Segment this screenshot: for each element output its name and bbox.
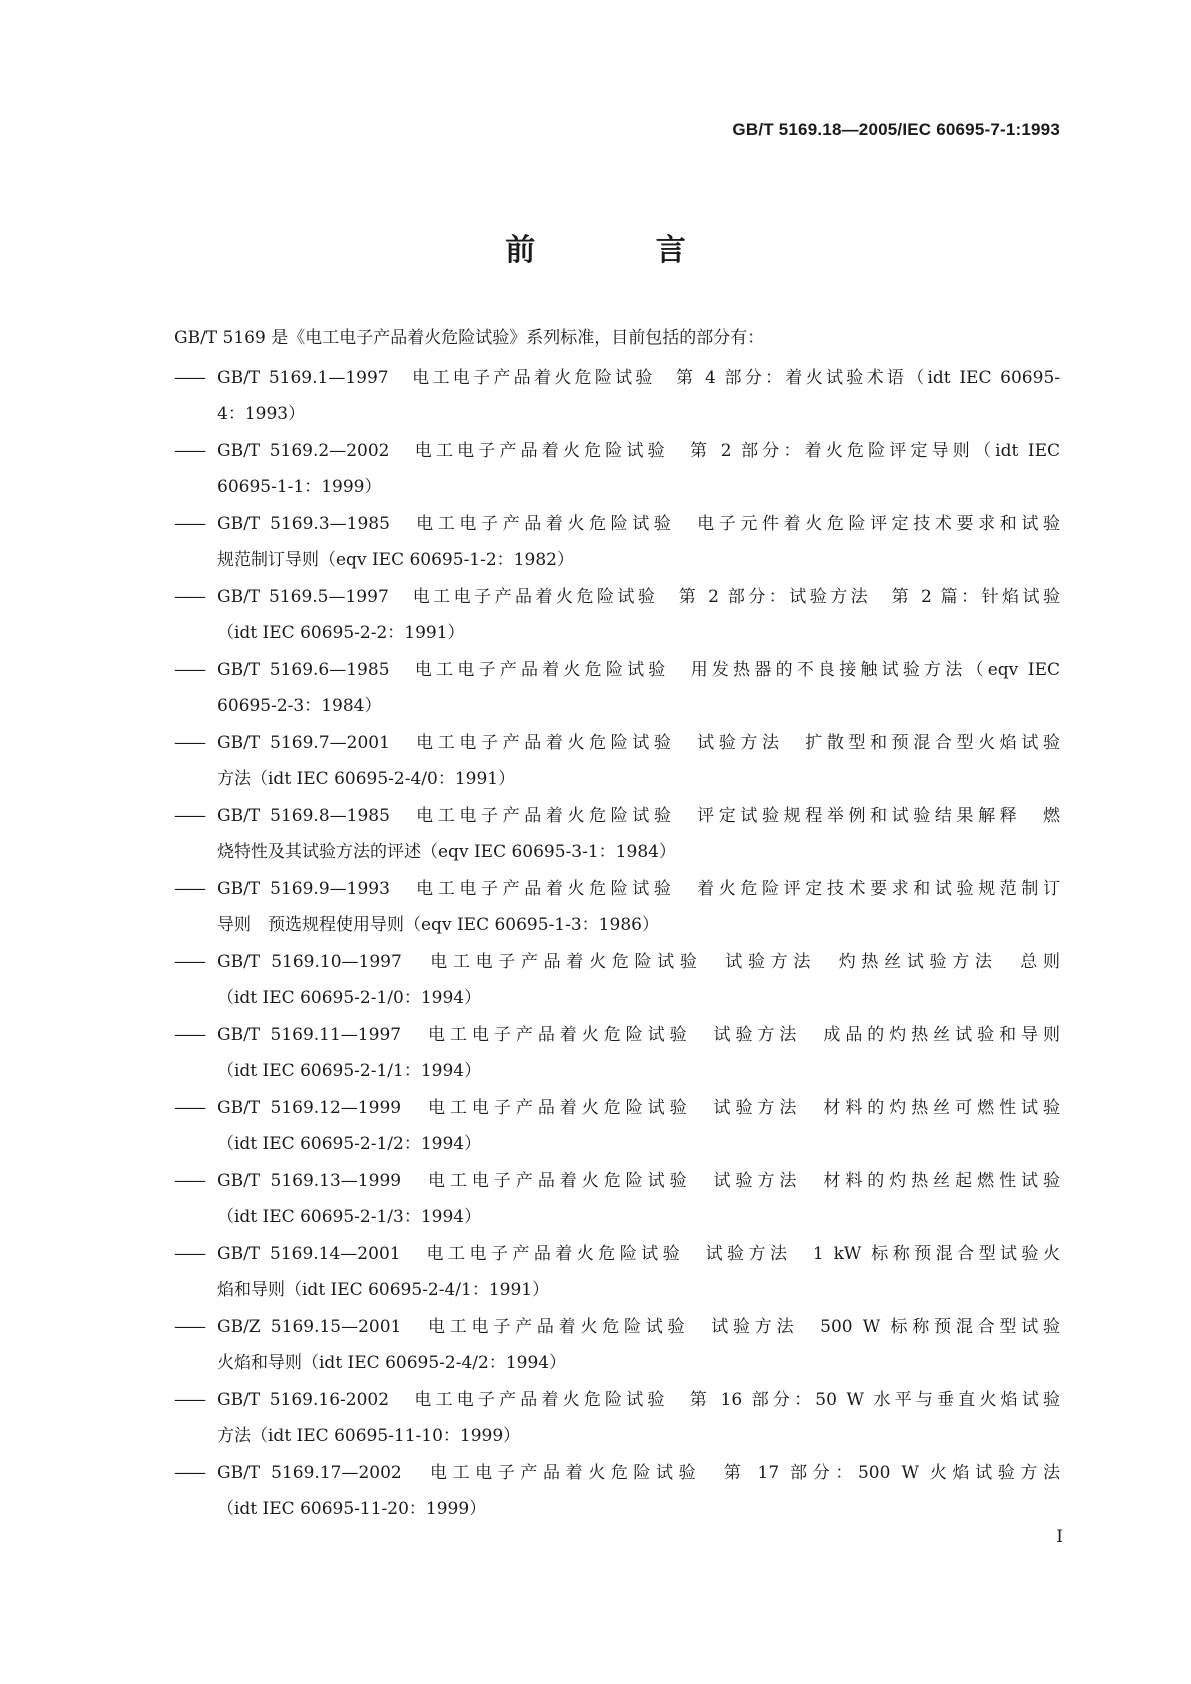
list-item <box>174 1455 1060 1527</box>
list-item-line2: 方法（idt IEC 60695-2-4/0：1991） <box>217 769 516 789</box>
list-item-line2: （idt IEC 60695-2-1/1：1994） <box>217 1061 482 1081</box>
list-item <box>174 1017 1060 1089</box>
standard-code-header: GB/T 5169.18—2005/IEC 60695-7-1:1993 <box>732 120 1060 139</box>
dash-marker: —— <box>174 1317 204 1337</box>
dash-marker: —— <box>174 514 204 534</box>
list-item <box>174 944 1060 1016</box>
list-item-line2: （idt IEC 60695-2-1/2：1994） <box>217 1134 482 1154</box>
dash-marker: —— <box>174 879 204 899</box>
preface-body <box>174 320 1060 1528</box>
dash-marker: —— <box>174 1171 204 1191</box>
list-item-line1: GB/T 5169.6—1985 电工电子产品着火危险试验 用发热器的不良接触试验方法（eqv IEC <box>217 660 1060 680</box>
list-item-line1: GB/T 5169.16-2002 电工电子产品着火危险试验 第 16 部分：50 W 水平与垂直火焰试验 <box>217 1390 1060 1410</box>
list-item-line1: GB/T 5169.2—2002 电工电子产品着火危险试验 第 2 部分：着火危险评定导则（idt IEC <box>217 441 1060 461</box>
dash-marker: —— <box>174 587 204 607</box>
list-item-line2: （idt IEC 60695-2-1/3：1994） <box>217 1207 482 1227</box>
list-item <box>174 1090 1060 1162</box>
list-item <box>174 360 1060 432</box>
list-item-line1: GB/T 5169.3—1985 电工电子产品着火危险试验 电子元件着火危险评定技术要求和试验 <box>217 514 1060 534</box>
list-item-line1: GB/T 5169.5—1997 电工电子产品着火危险试验 第 2 部分：试验方法 第 2 篇：针焰试验 <box>217 587 1060 607</box>
list-item-line1: GB/T 5169.17—2002 电工电子产品着火危险试验 第 17 部分：500 W 火焰试验方法 <box>217 1463 1060 1483</box>
dash-marker: —— <box>174 660 204 680</box>
dash-marker: —— <box>174 806 204 826</box>
list-item <box>174 1309 1060 1381</box>
intro-paragraph: GB/T 5169 是《电工电子产品着火危险试验》系列标准，目前包括的部分有： <box>174 328 765 348</box>
standards-list <box>174 360 1060 1527</box>
list-item <box>174 579 1060 651</box>
dash-marker: —— <box>174 1025 204 1045</box>
list-item <box>174 1382 1060 1454</box>
page-title: 前 言 <box>505 233 741 268</box>
list-item <box>174 433 1060 505</box>
list-item <box>174 725 1060 797</box>
list-item-line1: GB/T 5169.8—1985 电工电子产品着火危险试验 评定试验规程举例和试验结果解释 燃 <box>217 806 1060 826</box>
list-item <box>174 1163 1060 1235</box>
dash-marker: —— <box>174 733 204 753</box>
list-item-line2: 4：1993） <box>217 404 306 424</box>
list-item-line1: GB/T 5169.11—1997 电工电子产品着火危险试验 试验方法 成品的灼热丝试验和导则 <box>217 1025 1060 1045</box>
list-item-line2: 烧特性及其试验方法的评述（eqv IEC 60695-3-1：1984） <box>217 842 676 862</box>
dash-marker: —— <box>174 952 204 972</box>
list-item-line2: 火焰和导则（idt IEC 60695-2-4/2：1994） <box>217 1353 567 1373</box>
list-item-line2: （idt IEC 60695-11-20：1999） <box>217 1499 487 1519</box>
list-item-line1: GB/T 5169.7—2001 电工电子产品着火危险试验 试验方法 扩散型和预混合型火焰试验 <box>217 733 1060 753</box>
list-item-line2: 规范制订导则（eqv IEC 60695-1-2：1982） <box>217 550 574 570</box>
list-item-line1: GB/T 5169.1—1997 电工电子产品着火危险试验 第 4 部分：着火试验术语（idt IEC 60695- <box>217 368 1060 388</box>
page-number: I <box>1056 1527 1063 1547</box>
dash-marker: —— <box>174 441 204 461</box>
list-item-line2: 导则 预选规程使用导则（eqv IEC 60695-1-3：1986） <box>217 915 659 935</box>
list-item-line2: 方法（idt IEC 60695-11-10：1999） <box>217 1426 521 1446</box>
list-item-line1: GB/T 5169.14—2001 电工电子产品着火危险试验 试验方法 1 kW 标称预混合型试验火 <box>217 1244 1060 1264</box>
list-item-line2: （idt IEC 60695-2-1/0：1994） <box>217 988 482 1008</box>
list-item-line2: 焰和导则（idt IEC 60695-2-4/1：1991） <box>217 1280 550 1300</box>
list-item-line2: 60695-1-1：1999） <box>217 477 382 497</box>
list-item-line1: GB/T 5169.9—1993 电工电子产品着火危险试验 着火危险评定技术要求和试验规范制订 <box>217 879 1060 899</box>
list-item <box>174 652 1060 724</box>
dash-marker: —— <box>174 1244 204 1264</box>
dash-marker: —— <box>174 1098 204 1118</box>
list-item-line1: GB/T 5169.10—1997 电工电子产品着火危险试验 试验方法 灼热丝试验方法 总则 <box>217 952 1060 972</box>
list-item-line1: GB/T 5169.12—1999 电工电子产品着火危险试验 试验方法 材料的灼热丝可燃性试验 <box>217 1098 1060 1118</box>
dash-marker: —— <box>174 1390 204 1410</box>
list-item-line1: GB/Z 5169.15—2001 电工电子产品着火危险试验 试验方法 500 W 标称预混合型试验 <box>217 1317 1060 1337</box>
dash-marker: —— <box>174 1463 204 1483</box>
list-item-line2: 60695-2-3：1984） <box>217 696 382 716</box>
list-item <box>174 1236 1060 1308</box>
dash-marker: —— <box>174 368 204 388</box>
list-item-line1: GB/T 5169.13—1999 电工电子产品着火危险试验 试验方法 材料的灼热丝起燃性试验 <box>217 1171 1060 1191</box>
list-item <box>174 506 1060 578</box>
list-item-line2: （idt IEC 60695-2-2：1991） <box>217 623 465 643</box>
list-item <box>174 871 1060 943</box>
list-item <box>174 798 1060 870</box>
